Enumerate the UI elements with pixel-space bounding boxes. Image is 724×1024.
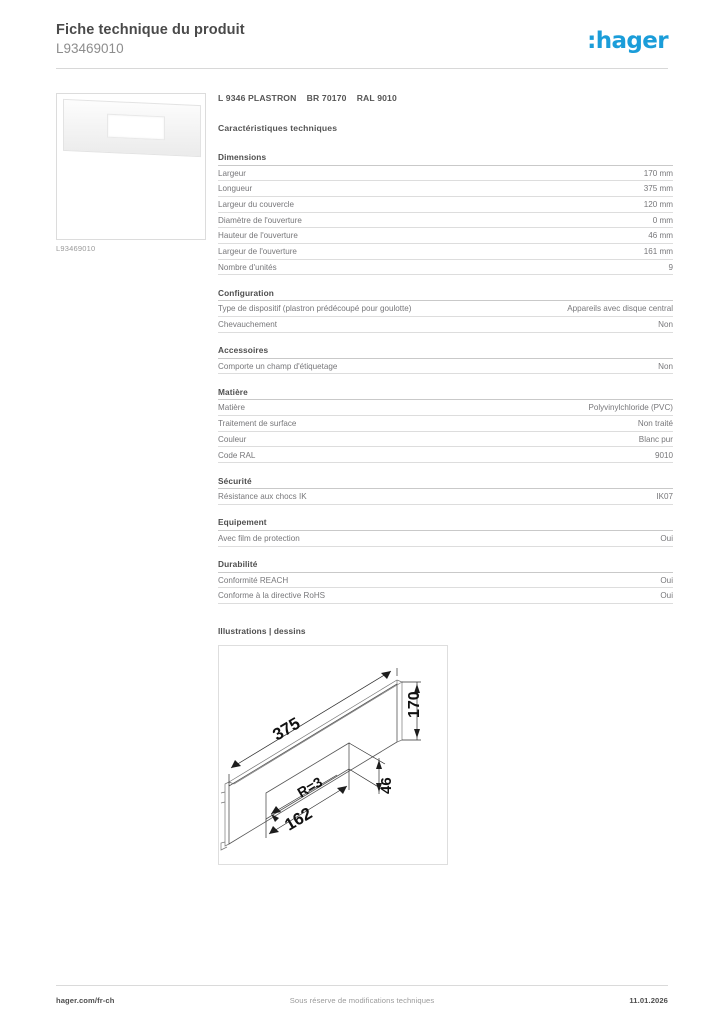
- spec-label: Type de dispositif (plastron prédécoupé pour goulotte): [218, 304, 412, 314]
- spec-value: Non: [658, 361, 673, 371]
- spec-label: Conforme à la directive RoHS: [218, 591, 326, 601]
- product-image: [56, 93, 206, 240]
- spec-row: [218, 416, 673, 432]
- spec-label: Résistance aux chocs IK: [218, 492, 307, 502]
- spec-value: 170 mm: [643, 168, 673, 178]
- spec-group-title: Configuration: [218, 288, 673, 302]
- spec-label: Avec film de protection: [218, 533, 300, 543]
- spec-label: Couleur: [218, 434, 247, 444]
- page-header: [56, 22, 668, 68]
- spec-row: [218, 166, 673, 182]
- spec-row: [218, 400, 673, 416]
- spec-label: Comporte un champ d'étiquetage: [218, 361, 338, 371]
- specification-groups: [218, 152, 673, 604]
- spec-group-title: Sécurité: [218, 476, 673, 490]
- spec-value: IK07: [656, 492, 673, 502]
- spec-group-title: Matière: [218, 387, 673, 401]
- spec-row: [218, 213, 673, 229]
- footer-divider: [56, 985, 668, 986]
- spec-value: Appareils avec disque central: [567, 304, 673, 314]
- spec-row: [218, 447, 673, 463]
- spec-value: Oui: [660, 533, 673, 543]
- page-title: Fiche technique du produit: [56, 22, 245, 38]
- spec-value: 0 mm: [652, 215, 673, 225]
- spec-row: [218, 359, 673, 375]
- spec-row: [218, 228, 673, 244]
- spec-group-title: Accessoires: [218, 345, 673, 359]
- spec-group: [218, 559, 673, 604]
- spec-value: 120 mm: [643, 199, 673, 209]
- spec-row: [218, 531, 673, 547]
- spec-row: [218, 432, 673, 448]
- spec-row: [218, 489, 673, 505]
- product-name: L 9346 PLASTRON BR 70170 RAL 9010: [218, 93, 397, 103]
- spec-group: [218, 288, 673, 333]
- spec-value: 9: [668, 262, 673, 272]
- spec-row: [218, 588, 673, 604]
- specifications-column: [218, 93, 673, 865]
- spec-group-title: Equipement: [218, 517, 673, 531]
- spec-label: Nombre d'unités: [218, 262, 277, 272]
- spec-value: 375 mm: [643, 184, 673, 194]
- footer-disclaimer: Sous réserve de modifications techniques: [289, 996, 435, 1005]
- footer-date: 11.01.2026: [629, 996, 668, 1005]
- spec-row: [218, 244, 673, 260]
- spec-label: Matière: [218, 403, 245, 413]
- dim-opening-width-label: 162: [281, 803, 316, 835]
- spec-group-title: Durabilité: [218, 559, 673, 573]
- spec-value: Non: [658, 320, 673, 330]
- spec-group: [218, 476, 673, 505]
- spec-value: 46 mm: [648, 231, 673, 241]
- panel-cutout: [107, 114, 165, 141]
- spec-group-title: Dimensions: [218, 152, 673, 166]
- spec-row: [218, 181, 673, 197]
- spec-value: Non traité: [637, 419, 673, 429]
- spec-value: Polyvinylchloride (PVC): [588, 403, 673, 413]
- spec-label: Largeur du couvercle: [218, 199, 295, 209]
- spec-label: Code RAL: [218, 450, 256, 460]
- spec-value: 9010: [654, 450, 673, 460]
- technical-drawing: [218, 645, 448, 865]
- spec-label: Longueur: [218, 184, 253, 194]
- spec-group: [218, 152, 673, 275]
- spec-row: [218, 197, 673, 213]
- spec-value: Oui: [660, 591, 673, 601]
- spec-row: [218, 317, 673, 333]
- dim-height-label: 170: [406, 691, 423, 718]
- spec-value: 161 mm: [643, 247, 673, 257]
- spec-group: [218, 387, 673, 463]
- specifications-heading: Caractéristiques techniques: [218, 123, 338, 133]
- hager-logo: :hager: [587, 28, 668, 54]
- spec-group: [218, 345, 673, 374]
- spec-row: [218, 260, 673, 276]
- dim-radius-label: R=3: [294, 773, 325, 801]
- technical-drawing-svg: [219, 646, 447, 864]
- spec-value: Blanc pur: [638, 434, 673, 444]
- dim-opening-height-label: 46: [378, 777, 395, 794]
- spec-label: Conformité REACH: [218, 575, 289, 585]
- spec-label: Chevauchement: [218, 320, 277, 330]
- page-footer: [56, 996, 668, 1010]
- spec-label: Hauteur de l'ouverture: [218, 231, 298, 241]
- spec-label: Traitement de surface: [218, 419, 297, 429]
- drawings-heading: Illustrations | dessins: [218, 625, 306, 636]
- spec-group: [218, 517, 673, 546]
- footer-website[interactable]: hager.com/fr-ch: [56, 996, 115, 1005]
- header-divider: [56, 68, 668, 69]
- spec-label: Diamètre de l'ouverture: [218, 215, 302, 225]
- product-image-caption: L93469010: [56, 244, 96, 253]
- spec-label: Largeur de l'ouverture: [218, 247, 297, 257]
- spec-value: Oui: [660, 575, 673, 585]
- spec-label: Largeur: [218, 168, 246, 178]
- dim-length-label: 375: [269, 713, 304, 745]
- product-reference: L93469010: [56, 41, 124, 56]
- spec-row: [218, 573, 673, 589]
- product-photo-panel: [63, 102, 199, 154]
- spec-row: [218, 301, 673, 317]
